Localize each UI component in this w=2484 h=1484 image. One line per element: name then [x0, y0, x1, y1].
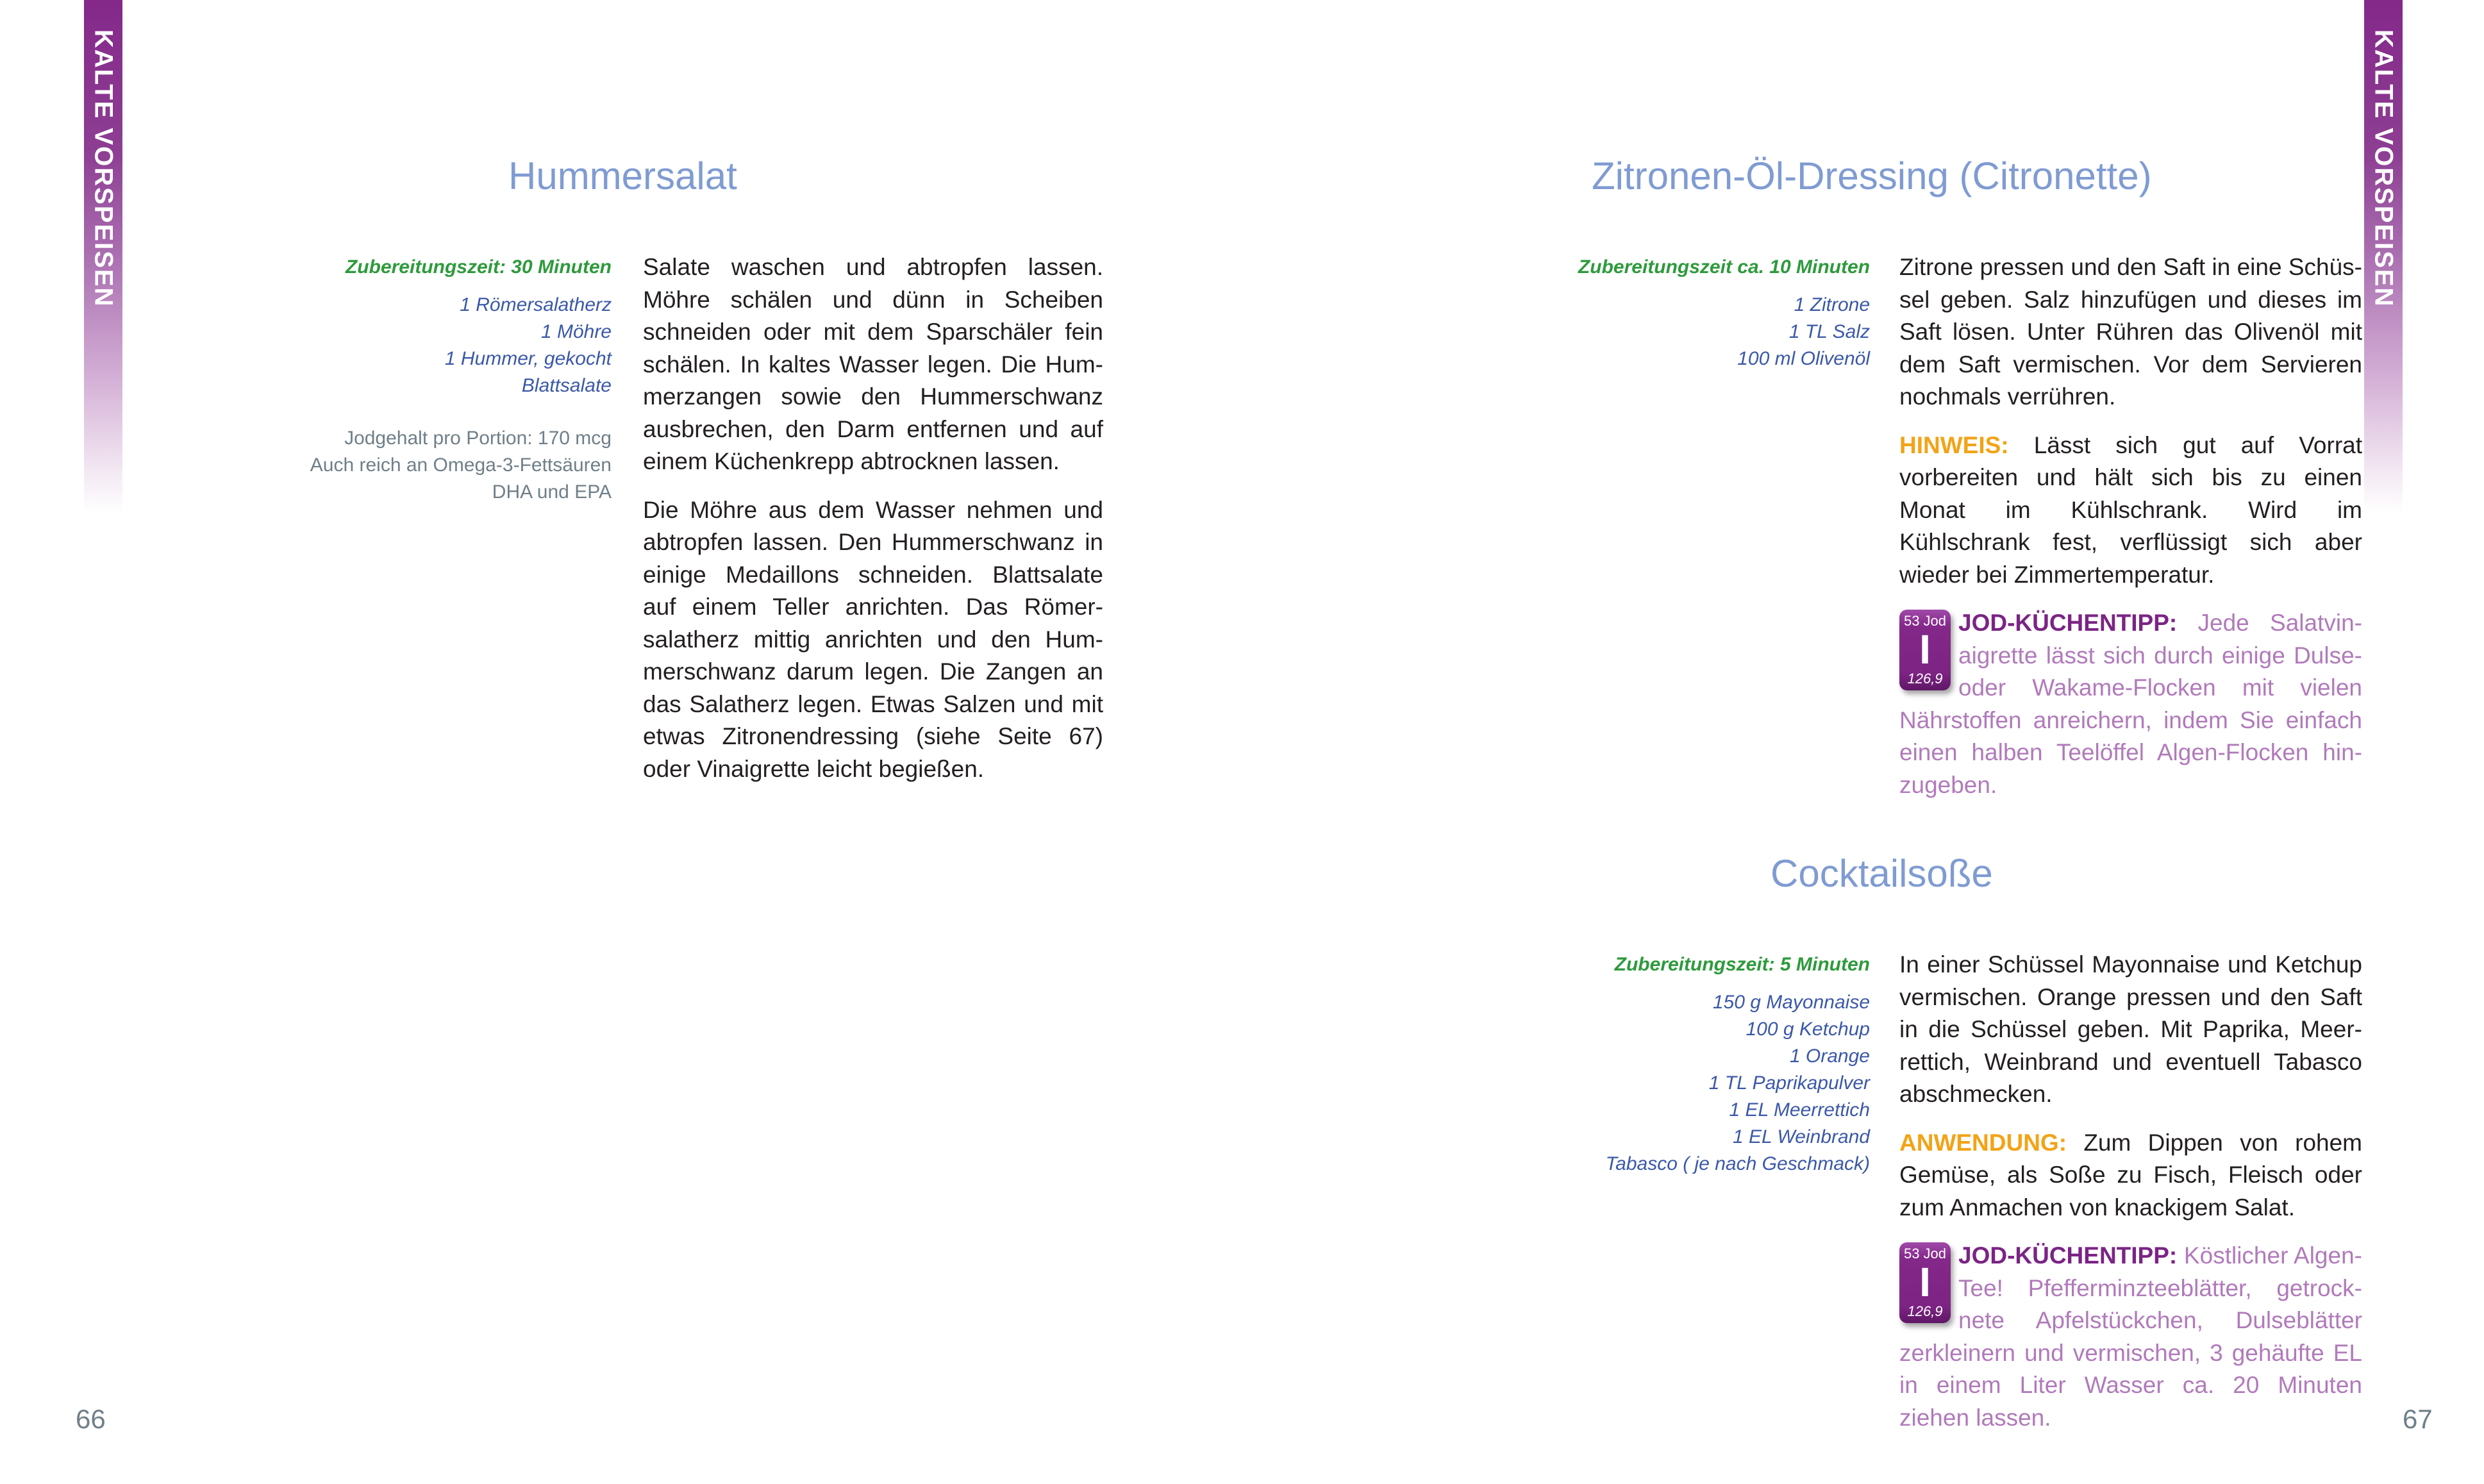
ingredient: Tabasco ( je nach Geschmack) [1605, 1153, 1870, 1174]
usage-label: ANWENDUNG: [1899, 1129, 2067, 1156]
ingredient: 1 Römersalatherz [460, 294, 612, 315]
jod-tip [1899, 607, 2362, 801]
tip-label: JOD-KÜCHENTIPP: [1958, 610, 2178, 636]
element-mass: 126,9 [1907, 1303, 1943, 1319]
section-tab-left [84, 0, 122, 513]
element-number: 53 Jod [1903, 613, 1947, 629]
hint-paragraph [1899, 429, 2362, 592]
note-line: Jodgehalt pro Portion: 170 mcg [344, 428, 612, 449]
recipe-meta-citronette [1485, 254, 1870, 372]
recipe-body-hummersalat [643, 251, 1103, 801]
recipe-title-citronette: Zitronen-Öl-Dressing (Citronette) [1592, 154, 2152, 197]
ingredient: 1 EL Weinbrand [1732, 1126, 1870, 1147]
ingredient: 150 g Mayonnaise [1712, 992, 1870, 1013]
tip-label: JOD-KÜCHENTIPP: [1958, 1242, 2178, 1269]
tip-text: Jede Salatvinaigrette lässt sich durch einige Dulse- oder Wakame-Flocken mit vielen Nährstoffen anreichern, indem Sie einfach einen halben Teelöffel Algen-Flocken hinzugeben. [1899, 610, 2362, 798]
page-number-right: 67 [2403, 1404, 2433, 1434]
recipe-body-citronette [1899, 251, 2362, 801]
hint-label: HINWEIS: [1899, 431, 2009, 458]
note-line: DHA und EPA [492, 481, 612, 503]
tip-text: Köstlicher Algen-Tee! Pfefferminzteeblätter, getrocknete Apfelstückchen, Dulseblätter zerkleinern und vermischen, 3 gehäufte EL in einem Liter Wasser ca. 20 Minuten ziehen lassen. [1899, 1242, 2362, 1431]
hint-text: Lässt sich gut auf Vorrat vorbereiten und hält sich bis zu einen Monat im Kühlschrank. Wird im Kühlschrank fest, verflüssigt sich aber wieder bei Zimmertemperatur. [1899, 431, 2362, 588]
ingredient: 100 g Ketchup [1746, 1019, 1870, 1040]
note-line: Auch reich an Omega-3-Fettsäuren [310, 454, 612, 476]
iodine-element-icon [1899, 1242, 1951, 1323]
element-number: 53 Jod [1903, 1246, 1947, 1262]
paragraph: Salate waschen und abtropfen lassen. Möhre schälen und dünn in Scheiben schneiden oder mit dem Sparschäler fein schälen. In kaltes Wasser legen. Die Hummerzangen sowie den Hummerschwanz ausbrechen, den Darm entfernen und auf einem Küchenkrepp abtrocknen lassen. [643, 254, 1103, 474]
recipe-meta-cocktailsosse [1485, 952, 1870, 1178]
ingredient: 100 ml Olivenöl [1737, 348, 1870, 369]
ingredient: 1 Möhre [540, 321, 612, 342]
usage-paragraph [1899, 1127, 2362, 1224]
iodine-element-icon [1899, 610, 1951, 690]
recipe-title-cocktailsosse: Cocktailsoße [1771, 852, 1993, 895]
element-symbol: I [1919, 626, 1931, 672]
ingredient: 1 Hummer, gekocht [444, 348, 612, 369]
prep-time: Zubereitungszeit: 5 Minuten [1614, 954, 1870, 975]
ingredient: 1 TL Salz [1788, 321, 1870, 342]
recipe-title-hummersalat: Hummersalat [508, 154, 737, 197]
recipe-meta-hummersalat [227, 254, 612, 506]
ingredient: Blattsalate [521, 375, 612, 396]
iodine-note [227, 425, 612, 506]
usage-text: Zum Dippen von rohem Gemüse, als Soße zu Fisch, Fleisch oder zum Anmachen von knackigem Salat. [1899, 1129, 2362, 1221]
paragraph: Die Möhre aus dem Wasser nehmen und abtropfen lassen. Den Hummerschwanz in einige Medaillons schneiden. Blattsalate auf einem Teller anrichten. Das Römersalatherz mittig anrichten und den Hummerschwanz darum legen. Die Zangen an das Salatherz legen. Etwas Salzen und mit etwas Zitronendressing (siehe Seite 67) oder Vinaigrette leicht begießen. [643, 496, 1103, 782]
ingredient: 1 Orange [1789, 1046, 1870, 1067]
prep-time: Zubereitungszeit ca. 10 Minuten [1578, 256, 1870, 278]
recipe-body-cocktailsosse [1899, 949, 2362, 1434]
section-tab-right [2364, 0, 2403, 513]
jod-tip [1899, 1240, 2362, 1434]
section-tab-label: KALTE VORSPEISEN [89, 29, 118, 308]
ingredient: 1 Zitrone [1794, 294, 1870, 315]
paragraph: Zitrone pressen und den Saft in eine Schüssel geben. Salz hinzufügen und dieses im Saft lösen. Unter Rühren das Olivenöl mit dem Saft vermischen. Vor dem Servieren nochmals verrühren. [1899, 254, 2362, 410]
ingredient: 1 EL Meerrettich [1729, 1099, 1870, 1121]
element-symbol: I [1919, 1259, 1931, 1305]
tip-paragraph [1899, 607, 2362, 801]
ingredient: 1 TL Paprikapulver [1708, 1072, 1870, 1094]
prep-time: Zubereitungszeit: 30 Minuten [345, 256, 612, 278]
page-number-left: 66 [76, 1404, 106, 1434]
section-tab-label: KALTE VORSPEISEN [2369, 29, 2398, 308]
tip-paragraph [1899, 1240, 2362, 1434]
paragraph: In einer Schüssel Mayonnaise und Ketchup vermischen. Orange pressen und den Saft in die Schüssel geben. Mit Paprika, Meerrettich, Weinbrand und eventuell Tabasco abschmecken. [1899, 951, 2362, 1107]
element-mass: 126,9 [1907, 671, 1943, 687]
